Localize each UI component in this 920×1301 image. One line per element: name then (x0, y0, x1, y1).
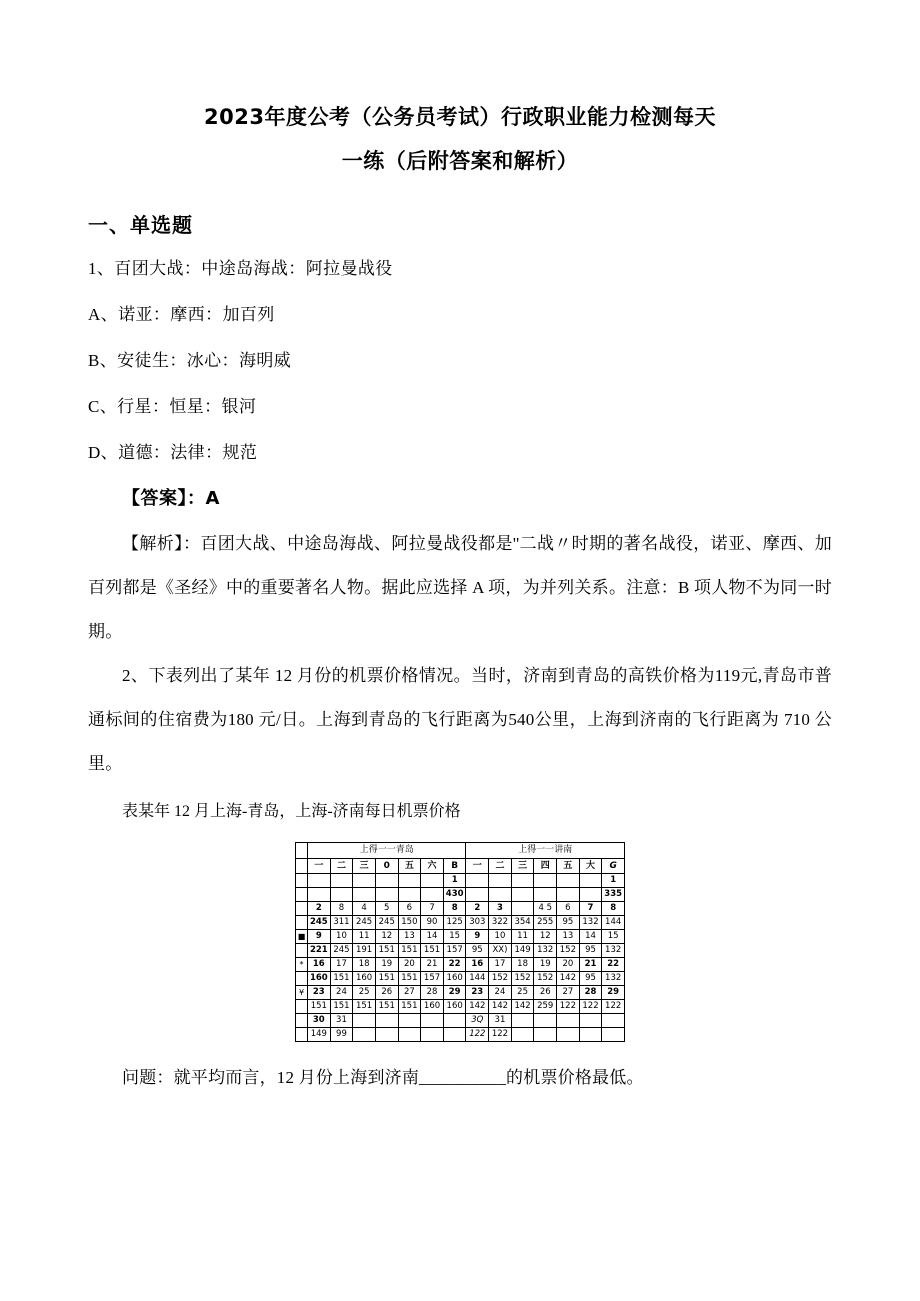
cell: 160 (421, 1000, 444, 1014)
cell (534, 1028, 557, 1042)
day-header-l-2: 二 (330, 859, 353, 874)
cell: 11 (511, 930, 534, 944)
table-row (296, 916, 625, 930)
cell: 26 (534, 986, 557, 1000)
day-header-r-1: 一 (466, 859, 489, 874)
cell: 4 5 (534, 902, 557, 916)
cell (330, 888, 353, 902)
cell (579, 1014, 602, 1028)
cell: 2 (466, 902, 489, 916)
cell: 18 (511, 958, 534, 972)
table-row (296, 888, 625, 902)
row-label (296, 1000, 308, 1014)
cell: 430 (443, 888, 466, 902)
cell: 90 (421, 916, 444, 930)
cell: 5 (375, 902, 398, 916)
cell (511, 874, 534, 888)
cell: 132 (579, 916, 602, 930)
cell: 31 (330, 1014, 353, 1028)
cell (579, 888, 602, 902)
question-2-prompt: 问题：就平均而言，12 月份上海到济南__________的机票价格最低。 (122, 1068, 644, 1087)
cell: 13 (557, 930, 580, 944)
cell: 303 (466, 916, 489, 930)
cell: 3Q (466, 1014, 489, 1028)
cell (421, 1028, 444, 1042)
day-header-l-5: 五 (398, 859, 421, 874)
rowlabel-corner-2 (296, 859, 308, 874)
cell: 150 (398, 916, 421, 930)
cell: 2 (308, 902, 331, 916)
cell: 132 (602, 944, 625, 958)
cell: 149 (308, 1028, 331, 1042)
cell: 19 (534, 958, 557, 972)
cell: 10 (489, 930, 512, 944)
row-label (296, 888, 308, 902)
cell (557, 1028, 580, 1042)
cell: 152 (489, 972, 512, 986)
cell: 22 (602, 958, 625, 972)
cell: 157 (421, 972, 444, 986)
question-1-stem: 1、百团大战：中途岛海战：阿拉曼战役 (88, 259, 393, 278)
row-label (296, 1028, 308, 1042)
row-label: ■ (296, 930, 308, 944)
cell (421, 888, 444, 902)
cell: 24 (489, 986, 512, 1000)
cell: 11 (353, 930, 376, 944)
cell: 151 (375, 972, 398, 986)
cell: 26 (375, 986, 398, 1000)
cell: 125 (443, 916, 466, 930)
cell: 160 (443, 1000, 466, 1014)
question-1-option-a: A、诺亚：摩西：加百列 (88, 305, 275, 324)
cell (511, 1014, 534, 1028)
cell: 259 (534, 1000, 557, 1014)
cell: 151 (421, 944, 444, 958)
table-row (296, 1028, 625, 1042)
cell: 122 (579, 1000, 602, 1014)
table-row (296, 930, 625, 944)
cell: 19 (375, 958, 398, 972)
table-group-header-row (296, 843, 625, 859)
cell: 151 (398, 972, 421, 986)
day-header-l-7: B (443, 859, 466, 874)
cell (557, 874, 580, 888)
cell: 28 (421, 986, 444, 1000)
cell: 149 (511, 944, 534, 958)
cell: 99 (330, 1028, 353, 1042)
cell: 160 (353, 972, 376, 986)
cell (579, 1028, 602, 1042)
title-line-1: 2023年度公考（公务员考试）行政职业能力检测每天 (204, 105, 716, 129)
row-label (296, 902, 308, 916)
table-row (296, 972, 625, 986)
table-row (296, 902, 625, 916)
cell (511, 1028, 534, 1042)
cell: 95 (579, 972, 602, 986)
cell: 191 (353, 944, 376, 958)
price-table-wrapper (295, 842, 625, 1042)
cell: 18 (353, 958, 376, 972)
day-header-l-3: 三 (353, 859, 376, 874)
day-header-r-4: 四 (534, 859, 557, 874)
cell (375, 1028, 398, 1042)
table-row (296, 1014, 625, 1028)
day-header-r-3: 三 (511, 859, 534, 874)
cell: 3 (489, 902, 512, 916)
cell (421, 1014, 444, 1028)
cell: 8 (443, 902, 466, 916)
row-label (296, 972, 308, 986)
day-header-r-7: G (602, 859, 625, 874)
table-row (296, 958, 625, 972)
table-row (296, 1000, 625, 1014)
cell: 122 (466, 1028, 489, 1042)
cell: 221 (308, 944, 331, 958)
group-header-shanghai-qingdao: 上得一一青岛 (308, 843, 466, 859)
cell: 95 (579, 944, 602, 958)
cell: 25 (353, 986, 376, 1000)
cell (557, 1014, 580, 1028)
cell: 151 (308, 1000, 331, 1014)
cell: 1 (443, 874, 466, 888)
cell: 30 (308, 1014, 331, 1028)
cell (534, 888, 557, 902)
cell: 144 (466, 972, 489, 986)
cell: 245 (375, 916, 398, 930)
cell: 8 (602, 902, 625, 916)
cell: 1 (602, 874, 625, 888)
cell: 21 (421, 958, 444, 972)
cell (443, 1028, 466, 1042)
cell: 23 (308, 986, 331, 1000)
cell: 157 (443, 944, 466, 958)
cell (602, 1014, 625, 1028)
question-1-answer: 【答案】：A (122, 488, 220, 509)
cell: 132 (534, 944, 557, 958)
cell (511, 902, 534, 916)
cell: 14 (579, 930, 602, 944)
cell: 4 (353, 902, 376, 916)
cell: 15 (443, 930, 466, 944)
cell: 152 (534, 972, 557, 986)
day-header-r-5: 五 (557, 859, 580, 874)
cell: 10 (330, 930, 353, 944)
cell: 245 (308, 916, 331, 930)
cell (398, 1028, 421, 1042)
cell: 6 (398, 902, 421, 916)
cell: 122 (557, 1000, 580, 1014)
cell: 245 (353, 916, 376, 930)
rowlabel-corner (296, 843, 308, 859)
cell: 322 (489, 916, 512, 930)
cell: 12 (375, 930, 398, 944)
cell: 13 (398, 930, 421, 944)
cell (534, 874, 557, 888)
cell: 95 (466, 944, 489, 958)
cell: 151 (353, 1000, 376, 1014)
cell: 14 (421, 930, 444, 944)
question-1-option-c: C、行星：恒星：银河 (88, 397, 257, 416)
cell (489, 874, 512, 888)
cell (375, 1014, 398, 1028)
cell: 151 (330, 1000, 353, 1014)
cell: 7 (579, 902, 602, 916)
cell: 95 (557, 916, 580, 930)
table-row (296, 986, 625, 1000)
cell: 152 (557, 944, 580, 958)
cell (579, 874, 602, 888)
cell: 22 (443, 958, 466, 972)
row-label (296, 916, 308, 930)
cell: 151 (375, 1000, 398, 1014)
cell: 142 (489, 1000, 512, 1014)
cell (421, 874, 444, 888)
cell: 20 (398, 958, 421, 972)
page-title (88, 95, 832, 183)
cell: 9 (308, 930, 331, 944)
cell: 151 (398, 1000, 421, 1014)
day-header-l-6: 六 (421, 859, 444, 874)
day-header-l-4: 0 (375, 859, 398, 874)
row-label (296, 874, 308, 888)
cell: 152 (511, 972, 534, 986)
cell (353, 1014, 376, 1028)
cell: 142 (511, 1000, 534, 1014)
cell: 12 (534, 930, 557, 944)
flight-price-table (295, 842, 625, 1042)
row-label: * (296, 958, 308, 972)
cell: 25 (511, 986, 534, 1000)
cell: 354 (511, 916, 534, 930)
row-label: ¥ (296, 986, 308, 1000)
cell: 311 (330, 916, 353, 930)
cell (466, 874, 489, 888)
cell (534, 1014, 557, 1028)
cell: 122 (489, 1028, 512, 1042)
cell: 6 (557, 902, 580, 916)
cell: 16 (466, 958, 489, 972)
section-heading: 一、单选题 (88, 213, 193, 237)
question-2-stem: 2、下表列出了某年 12 月份的机票价格情况。当时，济南到青岛的高铁价格为119元,青岛市普通标间的住宿费为180 元/日。上海到青岛的飞行距离为540公里，上海到济南的飞行距离为 710 公里。 (88, 666, 832, 773)
cell: 142 (557, 972, 580, 986)
cell: 23 (466, 986, 489, 1000)
cell: 8 (330, 902, 353, 916)
cell: 122 (602, 1000, 625, 1014)
day-header-r-2: 二 (489, 859, 512, 874)
cell (489, 888, 512, 902)
cell: 160 (308, 972, 331, 986)
cell: 24 (330, 986, 353, 1000)
cell (398, 874, 421, 888)
cell (398, 1014, 421, 1028)
cell: 151 (398, 944, 421, 958)
table-day-header-row (296, 859, 625, 874)
cell (511, 888, 534, 902)
cell (308, 874, 331, 888)
cell: 16 (308, 958, 331, 972)
question-1-option-b: B、安徒生：冰心：海明威 (88, 351, 292, 370)
cell: 15 (602, 930, 625, 944)
cell: 151 (375, 944, 398, 958)
group-header-shanghai-jinan: 上得一一讲南 (466, 843, 625, 859)
cell: 160 (443, 972, 466, 986)
table-caption: 表某年 12 月上海-青岛，上海-济南每日机票价格 (122, 803, 461, 820)
cell: 245 (330, 944, 353, 958)
cell (557, 888, 580, 902)
question-1-option-d: D、道德：法律：规范 (88, 443, 258, 462)
title-line-2: 一练（后附答案和解析） (341, 149, 579, 173)
cell (353, 888, 376, 902)
row-label (296, 944, 308, 958)
cell: 17 (330, 958, 353, 972)
cell (375, 888, 398, 902)
cell: 20 (557, 958, 580, 972)
day-header-r-6: 大 (579, 859, 602, 874)
cell (375, 874, 398, 888)
cell: 151 (330, 972, 353, 986)
cell: 21 (579, 958, 602, 972)
cell (466, 888, 489, 902)
cell (443, 1014, 466, 1028)
cell: XX) (489, 944, 512, 958)
cell: 7 (421, 902, 444, 916)
cell: 255 (534, 916, 557, 930)
cell (353, 874, 376, 888)
cell: 9 (466, 930, 489, 944)
cell: 29 (602, 986, 625, 1000)
cell: 28 (579, 986, 602, 1000)
cell (330, 874, 353, 888)
row-label (296, 1014, 308, 1028)
cell: 17 (489, 958, 512, 972)
cell: 144 (602, 916, 625, 930)
cell: 29 (443, 986, 466, 1000)
cell (308, 888, 331, 902)
cell: 31 (489, 1014, 512, 1028)
cell: 132 (602, 972, 625, 986)
cell (602, 1028, 625, 1042)
cell (398, 888, 421, 902)
cell: 335 (602, 888, 625, 902)
cell: 27 (398, 986, 421, 1000)
cell: 142 (466, 1000, 489, 1014)
day-header-l-1: 一 (308, 859, 331, 874)
question-1-explanation: 【解析】：百团大战、中途岛海战、阿拉曼战役都是''二战〃时期的著名战役，诺亚、摩西、加百列都是《圣经》中的重要著名人物。据此应选择 A 项，为并列关系。注意：B 项人物不为同一时期。 (88, 534, 832, 641)
cell: 27 (557, 986, 580, 1000)
table-row (296, 874, 625, 888)
table-row (296, 944, 625, 958)
cell (353, 1028, 376, 1042)
